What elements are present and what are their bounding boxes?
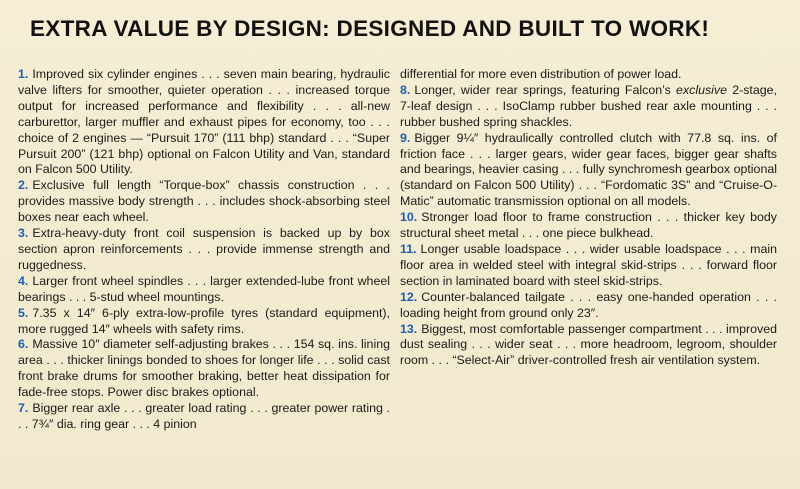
feature-number: 10.: [400, 210, 418, 225]
feature-text: Longer, wider rear springs, featuring Falcon’s: [414, 82, 677, 97]
feature-number: 13.: [400, 321, 418, 336]
feature-text: Bigger 9¼″ hydraulically controlled clutch with 77.8 sq. ins. of friction face . . . larger gears, wider gear faces, bigger gear shafts and bearings, heavier casing . . . fully synchromesh gearbox optional (standard on Falcon 500 Utility) . . . “Fordomatic 3S” and “Cruise-O-Matic” automatic transmission optional on all models.: [400, 130, 777, 209]
feature-item-11: [400, 242, 777, 290]
feature-number: 11.: [400, 241, 417, 256]
feature-text: Extra-heavy-duty front coil suspension is backed up by box section apron reinforcements . . . provide immense strength and ruggedness.: [18, 226, 390, 272]
feature-text: 2-stage, 7-leaf design . . . IsoClamp rubber bushed rear axle mounting . . . rubber bushed spring shackles.: [400, 82, 777, 129]
feature-text: Improved six cylinder engines . . . seven main bearing, hydraulic valve lifters for smoother, quieter operation . . . increased torque output for increased performance and flexibility . . . all-new carburettor, larger muffler and exhaust pipes for economy, too . . . choice of 2 engines — “Pursuit 170” (111 bhp) standard . . . “Super Pursuit 200” (121 bhp) optional on Falcon Utility and Van, standard on Falcon 500 Utility.: [18, 67, 390, 177]
feature-item-6: [18, 337, 390, 401]
feature-text: 7.35 x 14″ 6-ply extra-low-profile tyres (standard equipment), more rugged 14″ wheels with safety rims.: [18, 305, 390, 336]
feature-text: Biggest, most comfortable passenger compartment . . . improved dust sealing . . . wider seat . . . more headroom, legroom, shoulder room . . . “Select-Air” driver-controlled fresh air ventilation system.: [400, 321, 777, 368]
feature-text: Exclusive full length “Torque-box” chassis construction . . . provides massive body strength . . . includes shock-absorbing steel boxes near each wheel.: [18, 178, 390, 225]
feature-item-1: [18, 67, 390, 178]
feature-number: 5.: [18, 305, 29, 320]
feature-item-7-continued: differential for more even distribution of power load.: [400, 67, 682, 81]
left-column: [18, 67, 390, 433]
feature-item-12: [400, 290, 777, 322]
feature-text: Longer usable loadspace . . . wider usable loadspace . . . main floor area in welded steel with integral skid-strips . . . forward floor section in laminated board with steel skid-strips.: [400, 241, 777, 288]
feature-item-4: [18, 274, 390, 306]
feature-number: 8.: [400, 82, 411, 97]
feature-item-7: [18, 401, 390, 433]
feature-text: Massive 10″ diameter self-adjusting brakes . . . 154 sq. ins. lining area . . . thicker linings bonded to shoes for longer life . . . solid cast front brake drums for smoother braking, better heat dissipation for fade-free stops. Power disc brakes optional.: [18, 337, 390, 400]
feature-number: 12.: [400, 289, 418, 304]
feature-text: Stronger load floor to frame construction . . . thicker key body structural sheet metal . . . one piece bulkhead.: [400, 210, 777, 241]
feature-item-3: [18, 226, 390, 274]
feature-number: 1.: [18, 67, 29, 81]
feature-text: Counter-balanced tailgate . . . easy one-handed operation . . . loading height from ground only 23″.: [400, 289, 777, 320]
feature-item-5: [18, 306, 390, 338]
feature-item-8: [400, 83, 777, 131]
feature-item-2: [18, 178, 390, 226]
feature-number: 3.: [18, 226, 29, 241]
feature-text: Bigger rear axle . . . greater load rating . . . greater power rating . . . 7¾″ dia. ring gear . . . 4 pinion: [18, 401, 390, 431]
right-column: [400, 67, 777, 369]
feature-number: 6.: [18, 337, 29, 352]
feature-item-13: [400, 322, 777, 370]
feature-number: 4.: [18, 273, 29, 288]
page-title: EXTRA VALUE BY DESIGN: DESIGNED AND BUILT TO WORK!: [30, 16, 710, 41]
feature-number: 2.: [18, 178, 29, 193]
feature-text-italic: exclusive: [676, 82, 728, 97]
feature-text: Larger front wheel spindles . . . larger extended-lube front wheel bearings . . . 5-stud wheel mountings.: [18, 273, 390, 304]
feature-number: 7.: [18, 401, 29, 416]
feature-item-10: [400, 210, 777, 242]
feature-number: 9.: [400, 130, 411, 145]
feature-item-9: [400, 131, 777, 211]
